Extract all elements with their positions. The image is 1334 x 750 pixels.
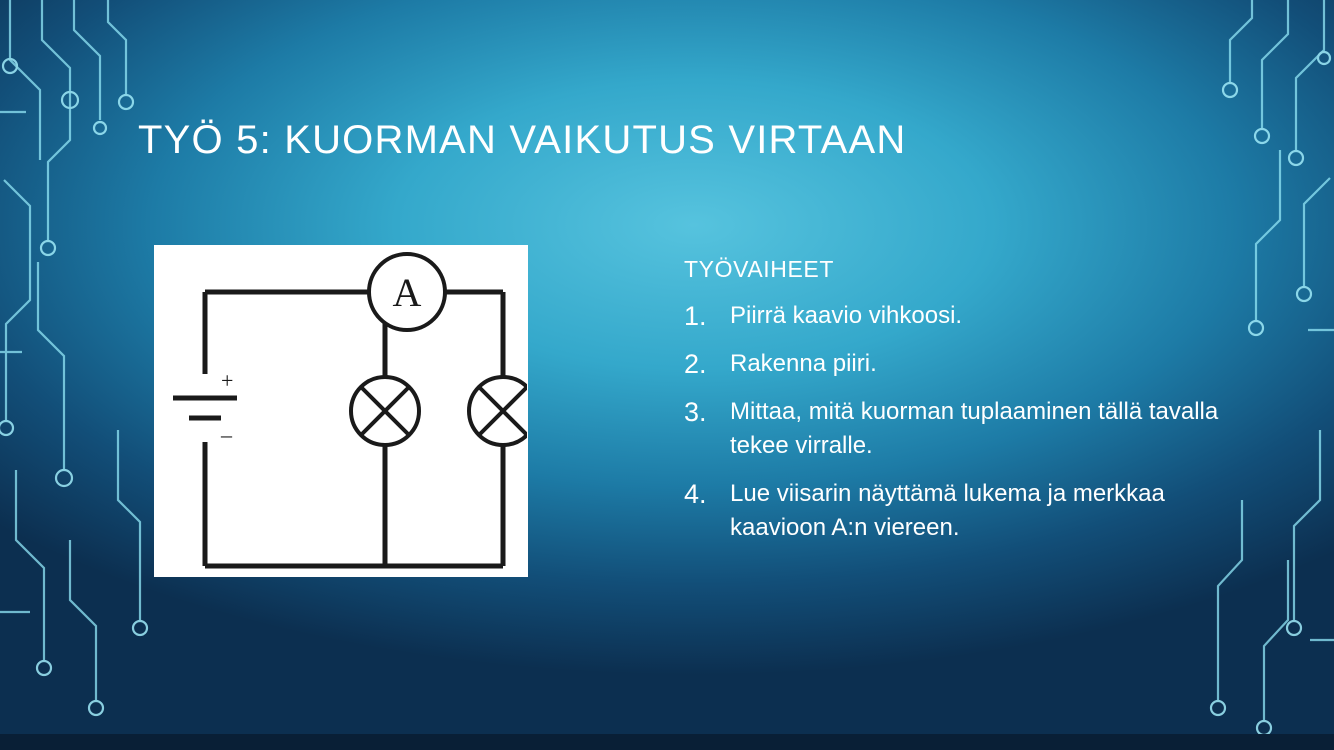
lamp-symbol-2 — [469, 377, 527, 445]
battery-symbol — [173, 398, 237, 418]
list-item-number: 3. — [684, 397, 707, 427]
battery-minus-label: – — [221, 422, 232, 447]
list-item-number: 1. — [684, 301, 707, 331]
work-steps-heading: TYÖVAIHEET — [684, 256, 834, 282]
circuit-diagram-figure — [154, 245, 528, 577]
circuit-trace-decoration-left — [0, 0, 150, 734]
list-item-label: Mittaa, mitä kuorman tuplaaminen tällä tavalla tekee virralle. — [730, 398, 1219, 459]
bottom-bar — [0, 734, 1334, 750]
list-item — [684, 299, 1244, 333]
circuit-diagram-svg — [155, 246, 527, 576]
list-item — [684, 395, 1244, 463]
battery-plus-label: + — [221, 368, 234, 393]
list-item-label: Piirrä kaavio vihkoosi. — [730, 302, 963, 329]
list-item — [684, 347, 1244, 381]
list-item-label: Lue viisarin näyttämä lukema ja merkkaa kaavioon A:n viereen. — [730, 480, 1165, 541]
list-item-number: 2. — [684, 349, 707, 379]
lamp-symbol-1 — [351, 377, 419, 445]
list-item — [684, 477, 1244, 545]
list-item-number: 4. — [684, 479, 707, 509]
work-steps-block — [684, 256, 1244, 559]
ammeter-label: A — [392, 270, 422, 315]
list-item-label: Rakenna piiri. — [730, 350, 877, 377]
page-title: TYÖ 5: KUORMAN VAIKUTUS VIRTAAN — [138, 118, 907, 162]
